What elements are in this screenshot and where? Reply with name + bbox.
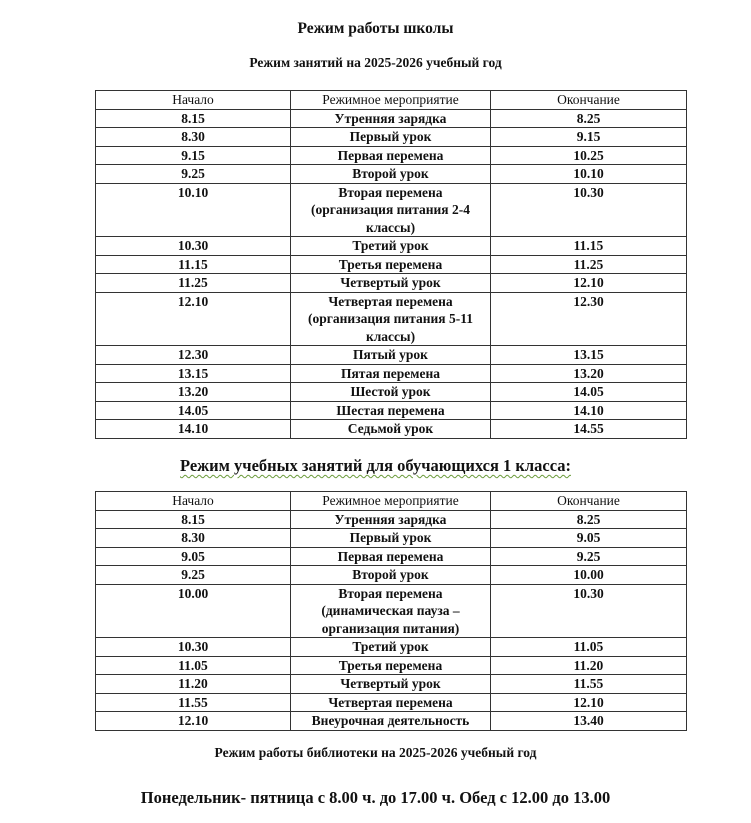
cell-event: Первый урок [291, 529, 491, 548]
table-row [96, 675, 687, 694]
cell-event: Третья перемена [291, 656, 491, 675]
cell-end-time: 11.15 [491, 237, 687, 256]
cell-start-time: 8.15 [96, 510, 291, 529]
cell-start-time: 14.10 [96, 420, 291, 439]
cell-start-time: 8.15 [96, 109, 291, 128]
cell-start-time: 9.15 [96, 146, 291, 165]
cell-event: Четвертый урок [291, 274, 491, 293]
cell-start-time: 9.05 [96, 547, 291, 566]
cell-event: Вторая перемена (организация питания 2-4 классы) [291, 183, 491, 237]
cell-event: Четвертая перемена (организация питания 5-11 классы) [291, 292, 491, 346]
cell-end-time: 8.25 [491, 109, 687, 128]
cell-event: Второй урок [291, 566, 491, 585]
page-title: Режим работы школы [297, 20, 454, 37]
table-row [96, 584, 687, 638]
table-row [96, 529, 687, 548]
cell-end-time: 10.30 [491, 584, 687, 638]
cell-start-time: 12.10 [96, 712, 291, 731]
table-row [96, 383, 687, 402]
cell-event: Седьмой урок [291, 420, 491, 439]
table-row [96, 109, 687, 128]
header-end: Окончание [491, 492, 687, 511]
cell-start-time: 13.15 [96, 364, 291, 383]
table-row [96, 128, 687, 147]
cell-start-time: 8.30 [96, 529, 291, 548]
cell-event: Первый урок [291, 128, 491, 147]
table-row [96, 566, 687, 585]
library-title: Режим работы библиотеки на 2025-2026 учебный год [214, 745, 537, 760]
cell-end-time: 12.10 [491, 693, 687, 712]
cell-start-time: 9.25 [96, 165, 291, 184]
cell-end-time: 13.15 [491, 346, 687, 365]
cell-end-time: 12.30 [491, 292, 687, 346]
cell-event: Третья перемена [291, 255, 491, 274]
cell-event: Третий урок [291, 638, 491, 657]
first-grade-section-title [0, 456, 751, 476]
table-row [96, 401, 687, 420]
cell-event: Четвертая перемена [291, 693, 491, 712]
cell-end-time: 10.00 [491, 566, 687, 585]
table-row [96, 638, 687, 657]
table-row [96, 183, 687, 237]
cell-end-time: 14.10 [491, 401, 687, 420]
cell-event: Утренняя зарядка [291, 510, 491, 529]
cell-start-time: 11.15 [96, 255, 291, 274]
table-row [96, 237, 687, 256]
cell-end-time: 13.20 [491, 364, 687, 383]
table-row [96, 364, 687, 383]
cell-end-time: 11.20 [491, 656, 687, 675]
cell-event: Внеурочная деятельность [291, 712, 491, 731]
cell-start-time: 14.05 [96, 401, 291, 420]
table-row [96, 510, 687, 529]
header-start: Начало [96, 492, 291, 511]
cell-end-time: 10.30 [491, 183, 687, 237]
cell-start-time: 12.30 [96, 346, 291, 365]
schedule-table-main [95, 90, 687, 439]
cell-event: Первая перемена [291, 146, 491, 165]
cell-end-time: 12.10 [491, 274, 687, 293]
cell-start-time: 11.25 [96, 274, 291, 293]
table-row [96, 547, 687, 566]
schedule-subtitle: Режим занятий на 2025-2026 учебный год [249, 55, 502, 70]
cell-event: Третий урок [291, 237, 491, 256]
cell-start-time: 12.10 [96, 292, 291, 346]
header-event: Режимное мероприятие [291, 492, 491, 511]
table-row [96, 693, 687, 712]
cell-start-time: 10.10 [96, 183, 291, 237]
cell-event: Пятая перемена [291, 364, 491, 383]
cell-end-time: 14.05 [491, 383, 687, 402]
cell-end-time: 14.55 [491, 420, 687, 439]
cell-event: Вторая перемена (динамическая пауза – организация питания) [291, 584, 491, 638]
cell-event: Шестой урок [291, 383, 491, 402]
cell-start-time: 8.30 [96, 128, 291, 147]
cell-event: Пятый урок [291, 346, 491, 365]
cell-end-time: 10.25 [491, 146, 687, 165]
schedule-table-first-grade [95, 491, 687, 731]
header-event: Режимное мероприятие [291, 91, 491, 110]
header-end: Окончание [491, 91, 687, 110]
table-header-row [96, 492, 687, 511]
cell-event: Первая перемена [291, 547, 491, 566]
table-row [96, 165, 687, 184]
cell-end-time: 11.05 [491, 638, 687, 657]
cell-event: Шестая перемена [291, 401, 491, 420]
cell-end-time: 8.25 [491, 510, 687, 529]
cell-end-time: 9.25 [491, 547, 687, 566]
table-row [96, 292, 687, 346]
table-row [96, 656, 687, 675]
cell-start-time: 11.55 [96, 693, 291, 712]
table-row [96, 146, 687, 165]
table-row [96, 420, 687, 439]
cell-start-time: 10.30 [96, 237, 291, 256]
cell-start-time: 10.30 [96, 638, 291, 657]
cell-event: Четвертый урок [291, 675, 491, 694]
cell-end-time: 9.05 [491, 529, 687, 548]
cell-start-time: 11.20 [96, 675, 291, 694]
table-row [96, 274, 687, 293]
cell-end-time: 13.40 [491, 712, 687, 731]
header-start: Начало [96, 91, 291, 110]
cell-start-time: 13.20 [96, 383, 291, 402]
table-row [96, 712, 687, 731]
cell-end-time: 11.55 [491, 675, 687, 694]
library-hours: Понедельник- пятница с 8.00 ч. до 17.00 ч. Обед с 12.00 до 13.00 [140, 788, 611, 807]
cell-end-time: 10.10 [491, 165, 687, 184]
first-grade-section-title-text: Режим учебных занятий для обучающихся 1 класса: [180, 456, 571, 475]
cell-end-time: 9.15 [491, 128, 687, 147]
cell-start-time: 9.25 [96, 566, 291, 585]
cell-event: Второй урок [291, 165, 491, 184]
table-row [96, 346, 687, 365]
cell-event: Утренняя зарядка [291, 109, 491, 128]
table-header-row [96, 91, 687, 110]
cell-start-time: 11.05 [96, 656, 291, 675]
table-row [96, 255, 687, 274]
cell-end-time: 11.25 [491, 255, 687, 274]
cell-start-time: 10.00 [96, 584, 291, 638]
